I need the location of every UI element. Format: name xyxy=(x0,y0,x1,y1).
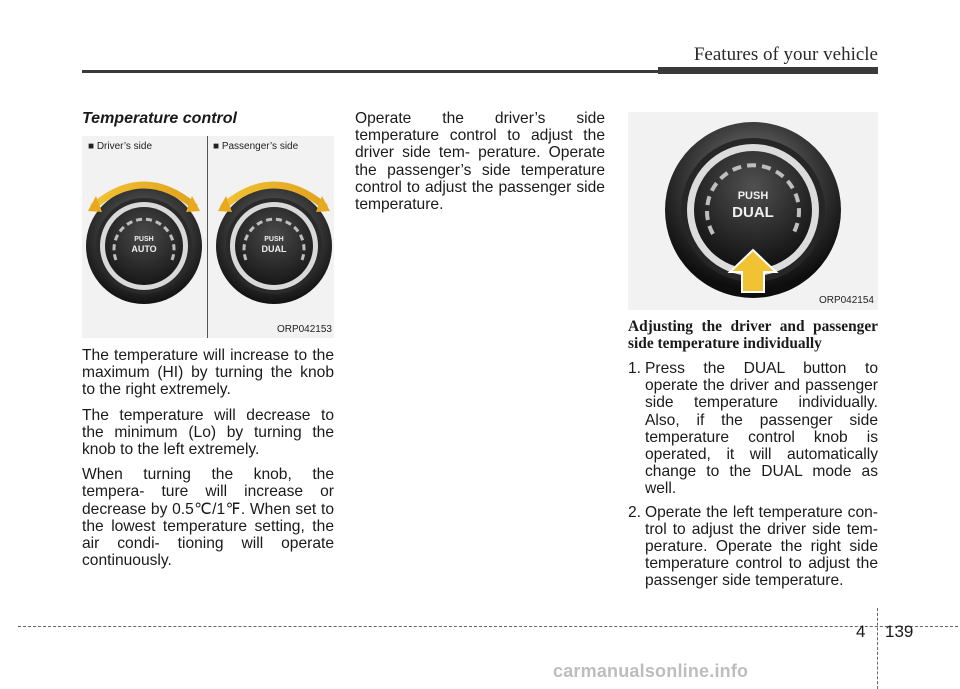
header-rule-accent xyxy=(658,67,878,74)
step-item xyxy=(628,504,878,590)
step-text: Press the DUAL button to operate the driver and passenger side temperature individually. Also, if the passenger side temperature control knob is operated, it will automatically change to the DUAL mode as well. xyxy=(645,360,878,498)
figure-dual-knob xyxy=(628,112,878,310)
dual-knob-line1: PUSH xyxy=(737,190,769,202)
figure-temperature-knobs xyxy=(82,136,334,338)
caption-drivers-side: ■ Driver’s side xyxy=(88,141,153,152)
footer-rule xyxy=(18,626,958,627)
figure-code: ORP042153 xyxy=(276,324,332,335)
footer-divider xyxy=(877,608,878,689)
step-number: 2. xyxy=(628,503,642,521)
knob-illustrations xyxy=(82,136,334,338)
figure-code: ORP042154 xyxy=(818,295,874,306)
subheading-individual: Adjusting the driver and passenger side temperature individually xyxy=(628,318,878,352)
dual-knob-line2: DUAL xyxy=(732,204,774,221)
watermark: carmanualsonline.info xyxy=(553,661,749,681)
knob-right-line2: DUAL xyxy=(261,244,287,254)
step-text: Operate the left temperature con- trol to adjust the driver side tem- perature. Operate the right side temperature control to adjust the passenger side temperature. xyxy=(645,503,878,590)
knob-right-line1: PUSH xyxy=(264,236,284,243)
chapter-number: 4 xyxy=(856,622,866,641)
knob-left-line2: AUTO xyxy=(131,244,157,254)
step-item xyxy=(628,360,878,498)
running-header: Features of your vehicle xyxy=(693,44,878,65)
paragraph-turning: When turning the knob, the tempera- ture will increase or decrease by 0.5℃/1℉. When set to the lowest temperature setting, the air condi- tioning will operate continuously. xyxy=(82,466,334,570)
step-number: 1. xyxy=(628,360,642,377)
right-column xyxy=(628,318,878,596)
paragraph-decrease: The temperature will decrease to the minimum (Lo) by turning the knob to the left extremely. xyxy=(82,406,334,459)
section-title: Temperature control xyxy=(82,110,237,127)
caption-passengers-side: ■ Passenger’s side xyxy=(213,141,299,152)
left-column xyxy=(82,347,334,577)
steps-list xyxy=(628,360,878,590)
paragraph-operate: Operate the driver’s side temperature control to adjust the driver side tem- perature. Operate the passenger’s side temperature control to adjust the passenger side temperature. xyxy=(355,110,605,214)
middle-column xyxy=(355,110,605,221)
paragraph-increase: The temperature will increase to the maximum (HI) by turning the knob to the right extremely. xyxy=(82,347,334,399)
page-number: 139 xyxy=(885,622,914,641)
knob-left-line1: PUSH xyxy=(134,236,154,243)
